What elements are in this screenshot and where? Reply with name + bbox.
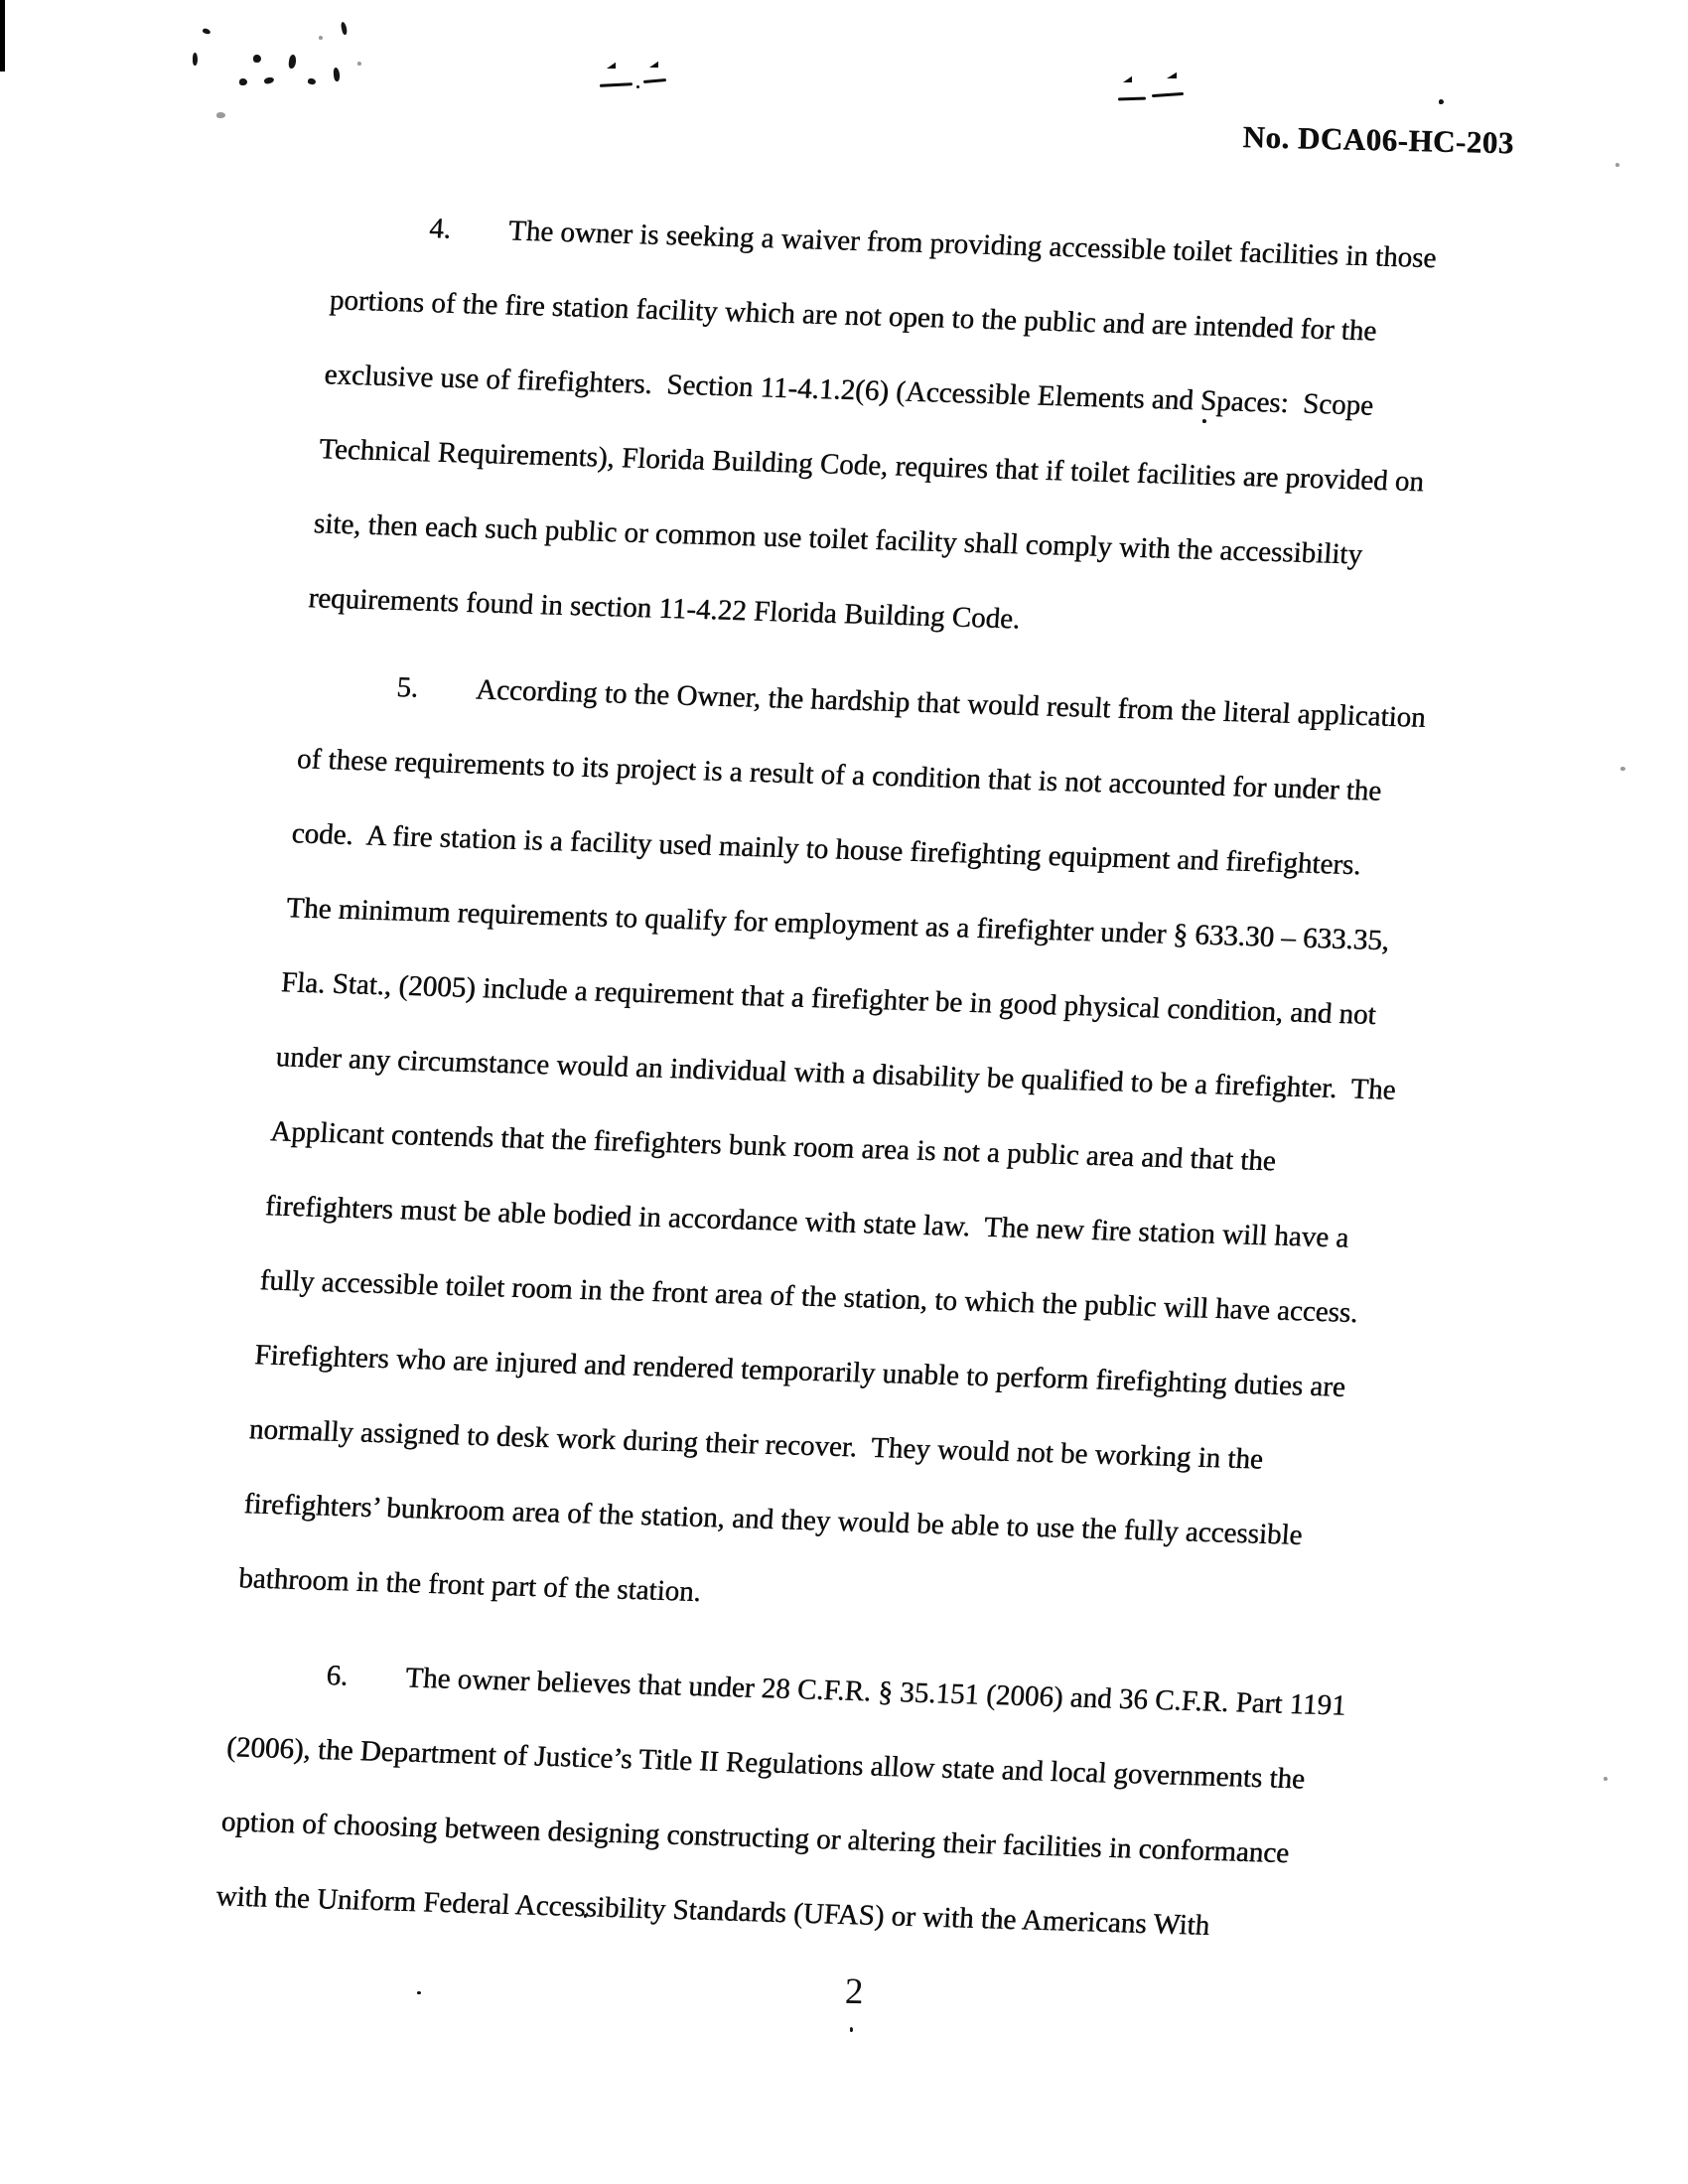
scan-speck	[263, 76, 274, 84]
paragraph-5-line: Fla. Stat., (2005) include a requirement that a firefighter be in good physical condition, and not	[279, 966, 1377, 1031]
page-number: 2	[844, 1970, 864, 2013]
paragraph-5-line: bathroom in the front part of the station.	[237, 1562, 703, 1608]
paragraph-4	[306, 189, 1609, 673]
scan-speck	[319, 36, 323, 40]
paragraph-4-line: requirements found in section 11-4.22 Florida Building Code.	[307, 582, 1022, 636]
paragraph-5	[236, 648, 1576, 1654]
scan-speck	[333, 68, 340, 82]
scan-speck	[202, 28, 211, 35]
document-body	[213, 189, 1609, 1971]
scan-speck	[308, 77, 317, 84]
paragraph-6-line: (2006), the Department of Justice’s Title II Regulations allow state and local governments the	[225, 1731, 1307, 1796]
paragraph-4-line: 4. The owner is seeking a waiver from providing accessible toilet facilities in those	[428, 212, 1438, 275]
scan-speck	[1616, 163, 1619, 167]
paragraph-6-line: with the Uniform Federal Accessibility Standards (UFAS) or with the Americans With	[214, 1880, 1211, 1942]
paragraph-5-line: normally assigned to desk work during their recover. They would not be working in the	[247, 1413, 1264, 1476]
scan-speck	[216, 112, 225, 118]
scan-speck	[850, 2027, 853, 2032]
paragraph-6	[213, 1636, 1505, 1971]
paragraph-5-line: 5. According to the Owner, the hardship that would result from the literal application	[395, 670, 1427, 734]
paragraph-4-line: Technical Requirements), Florida Building Code, requires that if toilet facilities are provided on	[318, 433, 1426, 499]
paragraph-4-line: exclusive use of firefighters. Section 11-4.1.2(6) (Accessible Elements and Spaces: Scope	[323, 359, 1375, 422]
scan-speck	[239, 78, 247, 85]
paragraph-6-line: option of choosing between designing constructing or altering their facilities in conformance	[219, 1806, 1291, 1870]
scan-speck	[1604, 1777, 1608, 1781]
scan-speck	[253, 55, 261, 63]
paragraph-6-line: 6. The owner believes that under 28 C.F.R. § 35.151 (2006) and 36 C.F.R. Part 1191	[325, 1659, 1347, 1722]
paragraph-5-line: firefighters’ bunkroom area of the station, and they would be able to use the fully accessible	[242, 1488, 1304, 1551]
scan-speck	[1620, 767, 1625, 771]
scan-speck	[357, 62, 361, 66]
paragraph-5-line: Firefighters who are injured and rendered temporarily unable to perform firefighting duties are	[253, 1339, 1346, 1403]
scan-speck	[341, 22, 349, 36]
paragraph-5-line: firefighters must be able bodied in accordance with state law. The new fire station will have a	[263, 1190, 1350, 1254]
scan-edge-bar	[0, 0, 5, 72]
paragraph-5-line: of these requirements to its project is a result of a condition that is not accounted for under the	[295, 743, 1383, 807]
paragraph-5-line: under any circumstance would an individual with a disability be qualified to be a firefighter. The	[274, 1041, 1397, 1106]
scan-speck	[288, 55, 297, 70]
paragraph-5-line: fully accessible toilet room in the front area of the station, to which the public will have access.	[258, 1264, 1359, 1329]
paragraph-5-line: code. A fire station is a facility used mainly to house firefighting equipment and firefighters.	[290, 817, 1362, 882]
paragraph-4-line: site, then each such public or common use toilet facility shall comply with the accessibility	[312, 508, 1363, 571]
paragraph-5-line: Applicant contends that the firefighters bunk room area is not a public area and that the	[269, 1115, 1277, 1178]
case-number: No. DCA06-HC-203	[1242, 119, 1515, 161]
scan-speck	[1439, 99, 1444, 104]
scan-speck	[417, 1991, 421, 1994]
paragraph-4-line: portions of the fire station facility which are not open to the public and are intended for the	[328, 284, 1378, 348]
scan-speck	[193, 53, 198, 66]
scan-smudge	[594, 58, 669, 93]
scan-smudge	[1116, 70, 1192, 105]
paragraph-5-line: The minimum requirements to qualify for employment as a firefighter under § 633.30 – 633.35,	[285, 892, 1391, 957]
